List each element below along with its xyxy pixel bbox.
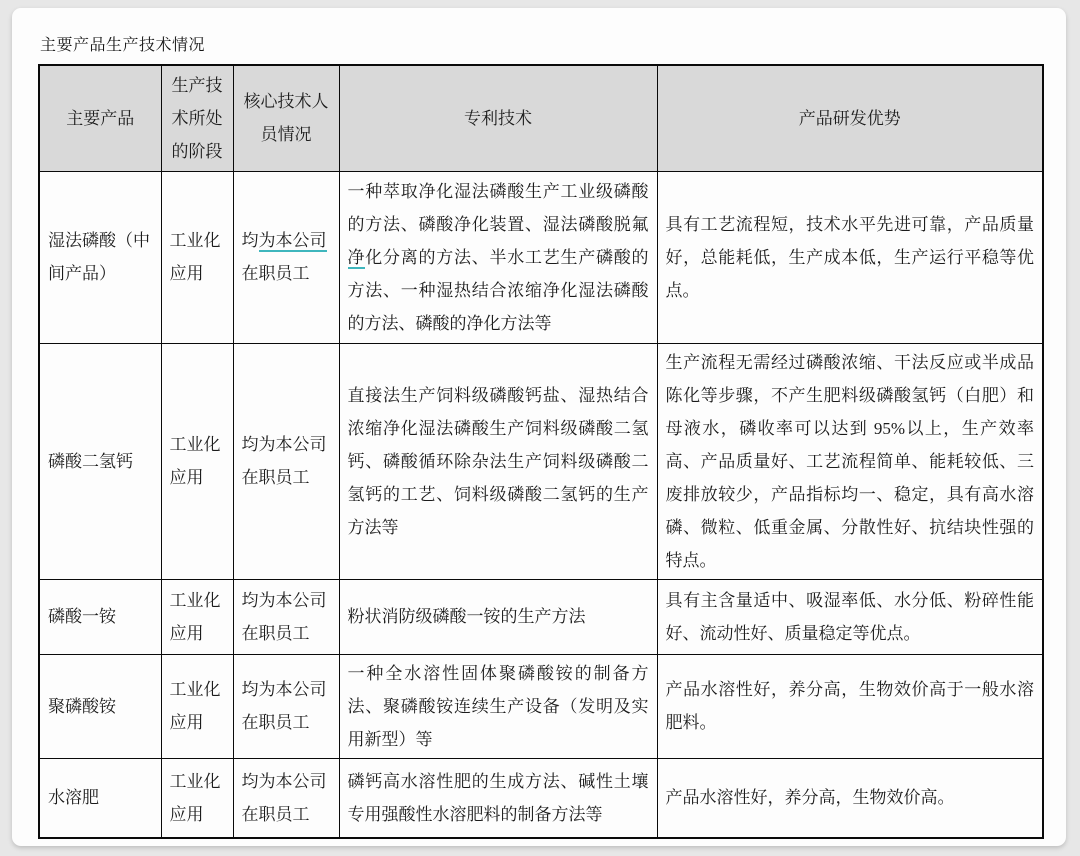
advantage-cell: 具有工艺流程短，技术水平先进可靠，产品质量好，总能耗低，生产成本低，生产运行平稳等优点。 <box>657 171 1043 343</box>
personnel-text: 均为本公司在职员工 <box>241 771 327 824</box>
personnel-cell <box>233 579 339 654</box>
patent-text: 直接法生产饲料级磷酸钙盐、湿热结合浓缩净化湿法磷酸生产饲料级磷酸二氢钙、磷酸循环除杂法生产饲料级磷酸二氢钙的工艺、饲料级磷酸二氢钙的生产方法等 <box>347 385 649 537</box>
table-row <box>39 579 1043 654</box>
advantage-cell: 具有主含量适中、吸湿率低、水分低、粉碎性能好、流动性好、质量稳定等优点。 <box>657 579 1043 654</box>
personnel-text: 均为本公司在职员工 <box>241 435 327 487</box>
patent-cell <box>339 579 657 654</box>
document-page <box>12 8 1066 846</box>
patent-cell <box>339 654 657 758</box>
patent-text: 磷钙高水溶性肥的生成方法、碱性土壤专用强酸性水溶肥料的制备方法等 <box>347 771 649 824</box>
stage-cell: 工业化应用 <box>161 579 233 654</box>
header-cell-product: 主要产品 <box>39 65 161 171</box>
patent-text: 一种全水溶性固体聚磷酸铵的制备方法、聚磷酸铵连续生产设备（发明及实用新型）等 <box>347 663 649 749</box>
product-cell: 磷酸一铵 <box>39 579 161 654</box>
production-tech-table <box>38 64 1044 839</box>
personnel-cell <box>233 343 339 579</box>
page-title: 主要产品生产技术情况 <box>40 37 206 54</box>
personnel-text: 均为本公司在职员工 <box>241 590 327 643</box>
product-cell: 磷酸二氢钙 <box>39 343 161 579</box>
personnel-cell <box>233 758 339 838</box>
advantage-cell: 生产流程无需经过磷酸浓缩、干法反应或半成品陈化等步骤，不产生肥料级磷酸氢钙（白肥）和母液水，磷收率可以达到 95%以上，生产效率高、产品质量好、工艺流程简单、能耗较低、三废排放较少，产品指标均一、稳定，具有高水溶磷、微粒、低重金属、分散性好、抗结块性强的特点。 <box>657 343 1043 579</box>
header-cell-stage: 生产技术所处的阶段 <box>161 65 233 171</box>
advantage-cell: 产品水溶性好，养分高，生物效价高。 <box>657 758 1043 838</box>
table-row <box>39 171 1043 343</box>
table-row <box>39 654 1043 758</box>
stage-cell: 工业化应用 <box>161 758 233 838</box>
stage-cell: 工业化应用 <box>161 654 233 758</box>
patent-cell <box>339 758 657 838</box>
personnel-text: 在职员工 <box>241 264 310 283</box>
stage-cell: 工业化应用 <box>161 343 233 579</box>
product-cell: 湿法磷酸（中间产品） <box>39 171 161 343</box>
header-cell-patent: 专利技术 <box>339 65 657 171</box>
personnel-cell <box>233 654 339 758</box>
patent-cell <box>339 171 657 343</box>
product-cell: 水溶肥 <box>39 758 161 838</box>
personnel-cell <box>233 171 339 343</box>
table-row <box>39 343 1043 579</box>
advantage-cell: 产品水溶性好，养分高，生物效价高于一般水溶肥料。 <box>657 654 1043 758</box>
header-cell-personnel: 核心技术人员情况 <box>233 65 339 171</box>
header-cell-advantage: 产品研发优势 <box>657 65 1043 171</box>
patent-text: 粉状消防级磷酸一铵的生产方法 <box>347 607 586 626</box>
personnel-text: 均 <box>241 231 259 250</box>
patent-text: 一种萃取净化湿法磷酸生产工业级磷酸的方法、磷酸净化装置、湿法磷酸脱氟 <box>347 181 649 234</box>
personnel-underlined-text: 为本公司 <box>258 231 327 250</box>
stage-cell: 工业化应用 <box>161 171 233 343</box>
patent-underlined-text: 净 <box>347 247 366 267</box>
table-header-row <box>39 65 1043 171</box>
patent-text: 化分离的方法、半水工艺生产磷酸的方法、一种湿热结合浓缩净化湿法磷酸的方法、磷酸的净化方法等 <box>347 247 649 333</box>
patent-cell <box>339 343 657 579</box>
table-row <box>39 758 1043 838</box>
product-cell: 聚磷酸铵 <box>39 654 161 758</box>
personnel-text: 均为本公司在职员工 <box>241 680 327 732</box>
